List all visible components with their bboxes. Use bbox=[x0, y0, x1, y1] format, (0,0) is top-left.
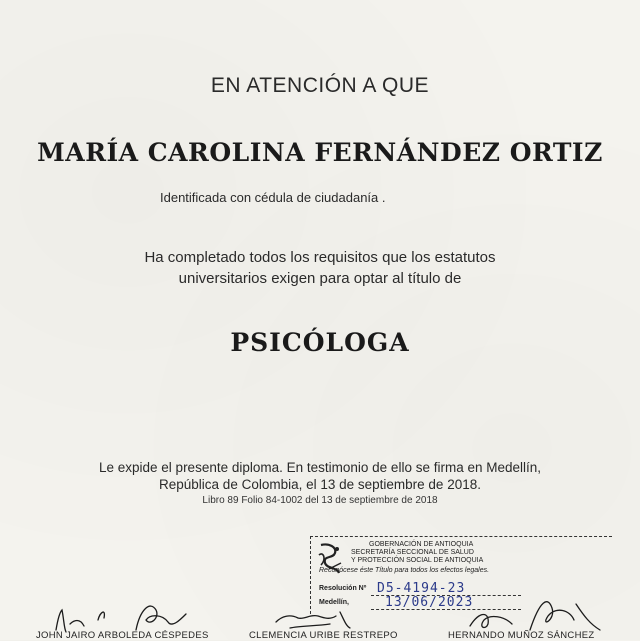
medellin-label: Medellín, bbox=[319, 599, 349, 606]
stamp-line-2: SECRETARÍA SECCIONAL DE SALUD bbox=[351, 549, 474, 556]
signatory-2-name: CLEMENCIA URIBE RESTREPO bbox=[249, 630, 398, 641]
resolution-value: D5-4194-23 bbox=[377, 581, 466, 596]
id-line: Identificada con cédula de ciudadanía . bbox=[160, 190, 386, 205]
signatory-3-name: HERNANDO MUÑOZ SÁNCHEZ bbox=[448, 630, 595, 641]
issue-statement-line-2: República de Colombia, el 13 de septiembre de 2018. bbox=[159, 477, 481, 492]
requirements-line-1: Ha completado todos los requisitos que los estatutos bbox=[144, 249, 496, 266]
stamp-line-3: Y PROTECCIÓN SOCIAL DE ANTIOQUIA bbox=[351, 557, 484, 564]
heading: EN ATENCIÓN A QUE bbox=[210, 74, 430, 97]
degree-title: PSICÓLOGA bbox=[230, 328, 410, 357]
medellin-date-value: 13/06/2023 bbox=[385, 595, 474, 610]
signature-1-stroke bbox=[56, 610, 66, 632]
recipient-name: MARÍA CAROLINA FERNÁNDEZ ORTIZ bbox=[37, 138, 603, 167]
resolution-label: Resolución Nº bbox=[319, 585, 367, 592]
issue-statement-line-1: Le expide el presente diploma. En testimonio de ello se firma en Medellín, bbox=[99, 460, 541, 475]
registry-line: Libro 89 Folio 84-1002 del 13 de septiembre de 2018 bbox=[202, 495, 438, 506]
stamp-line-1: GOBERNACIÓN DE ANTIOQUIA bbox=[369, 541, 474, 548]
signatory-1-name: JOHN JAIRO ARBOLEDA CÉSPEDES bbox=[36, 630, 209, 641]
stamp-line-4: Reconócese éste Título para todos los efectos legales. bbox=[319, 567, 490, 574]
requirements-line-2: universitarios exigen para optar al título de bbox=[178, 270, 462, 287]
